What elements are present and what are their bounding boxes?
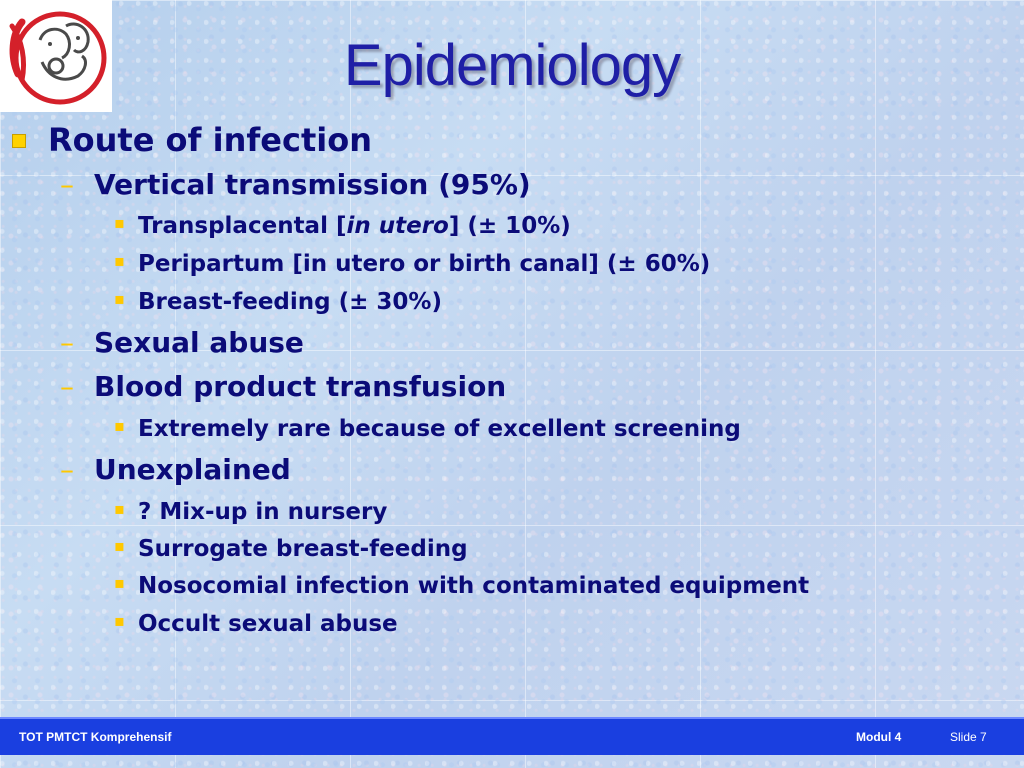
- dash-bullet-icon: –: [60, 453, 74, 486]
- outline-text: Occult sexual abuse: [138, 611, 398, 637]
- small-square-bullet-icon: ▪: [114, 611, 125, 630]
- square-bullet-icon: [12, 134, 26, 148]
- small-square-bullet-icon: ▪: [114, 499, 125, 518]
- outline-text: ? Mix-up in nursery: [138, 499, 388, 525]
- slide-title: Epidemiology: [343, 33, 681, 98]
- outline-text: Sexual abuse: [94, 326, 304, 359]
- small-square-bullet-icon: ▪: [114, 289, 125, 308]
- small-square-bullet-icon: ▪: [114, 251, 125, 270]
- small-square-bullet-icon: ▪: [114, 573, 125, 592]
- dash-bullet-icon: –: [60, 370, 74, 403]
- outline-text: Extremely rare because of excellent screening: [138, 416, 741, 442]
- footer-course-title: TOT PMTCT Komprehensif: [19, 730, 172, 744]
- outline-text: Route of infection: [48, 121, 372, 159]
- outline-text: Blood product transfusion: [94, 370, 507, 403]
- small-square-bullet-icon: ▪: [114, 213, 125, 232]
- dash-bullet-icon: –: [60, 326, 74, 359]
- small-square-bullet-icon: ▪: [114, 416, 125, 435]
- outline-text: Transplacental [in utero] (± 10%): [138, 213, 571, 239]
- outline-text: Breast-feeding (± 30%): [138, 289, 442, 315]
- outline-text: Peripartum [in utero or birth canal] (± 60%): [138, 251, 711, 277]
- outline-text: Nosocomial infection with contaminated equipment: [138, 573, 810, 599]
- small-square-bullet-icon: ▪: [114, 536, 125, 555]
- outline-text: Unexplained: [94, 453, 291, 486]
- slide-footer: [0, 717, 1024, 755]
- footer-module: Modul 4: [856, 730, 902, 744]
- footer-slide-number: Slide 7: [950, 730, 987, 744]
- outline-text: Surrogate breast-feeding: [138, 536, 468, 562]
- dash-bullet-icon: –: [60, 168, 74, 201]
- outline-text: Vertical transmission (95%): [94, 168, 531, 201]
